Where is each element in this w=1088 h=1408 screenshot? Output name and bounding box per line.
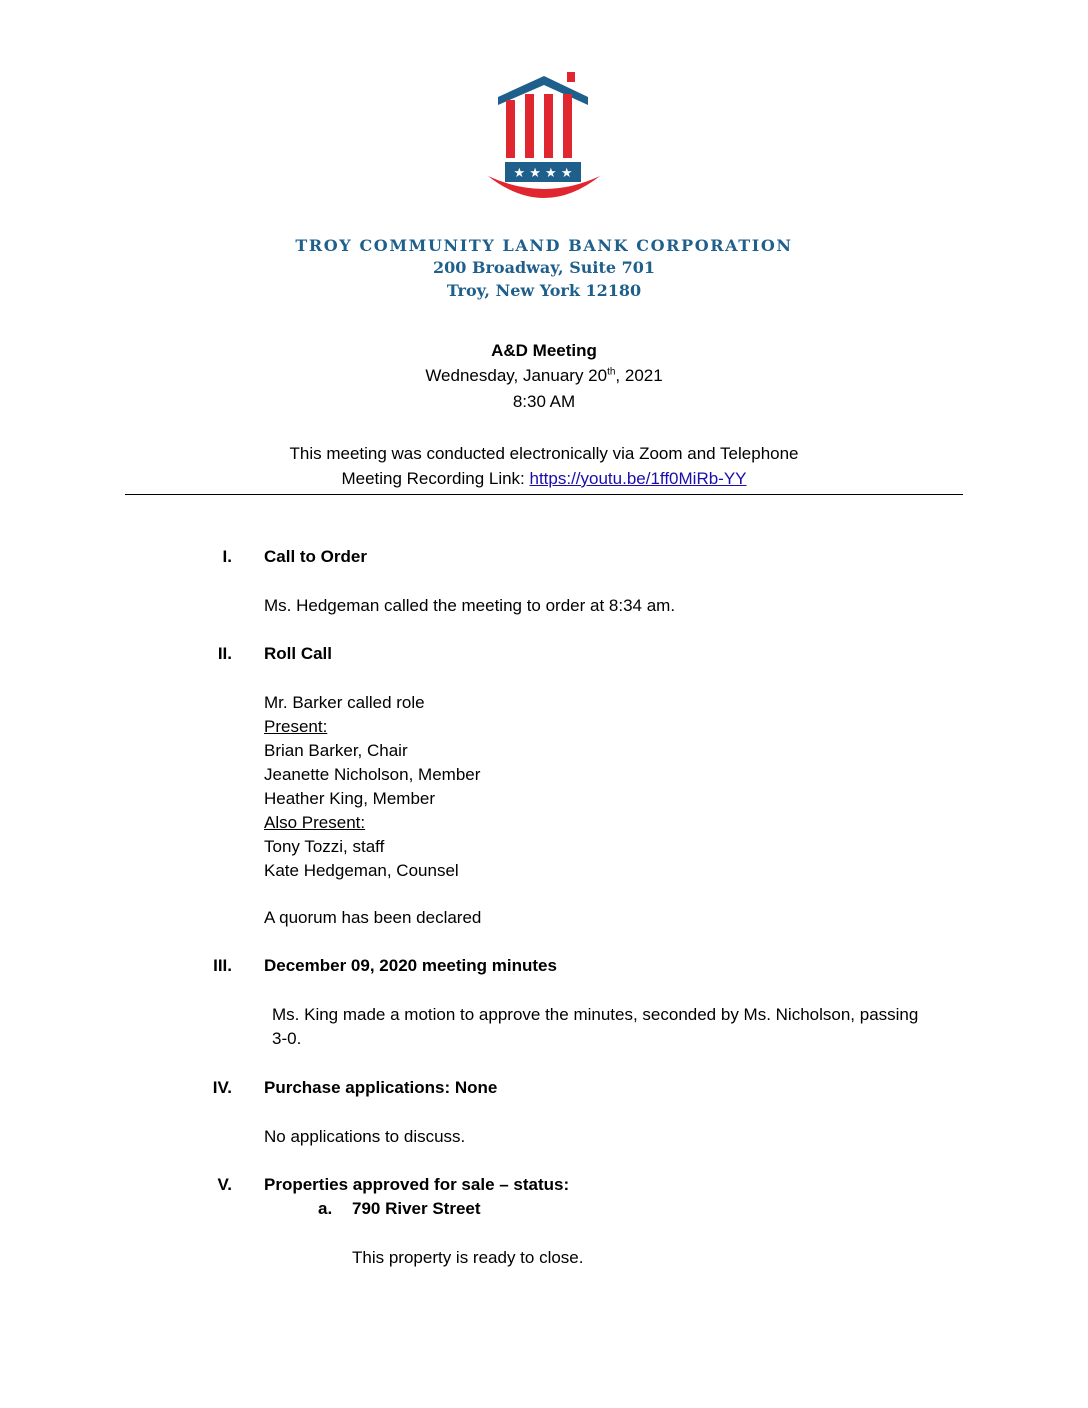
meeting-title: A&D Meeting <box>491 341 597 360</box>
organization-address-line1: 200 Broadway, Suite 701 <box>433 258 655 277</box>
section-5-number: V. <box>217 1175 232 1194</box>
section-1-title: Call to Order <box>264 547 367 566</box>
section-5-title: Properties approved for sale – status: <box>264 1175 570 1194</box>
attendee: Kate Hedgeman, Counsel <box>264 861 459 880</box>
attendee: Heather King, Member <box>264 789 436 808</box>
meeting-date: Wednesday, January 20th, 2021 <box>425 366 663 385</box>
section-4-title: Purchase applications: None <box>264 1078 498 1097</box>
section-2-number: II. <box>217 644 232 663</box>
roll-call-intro: Mr. Barker called role <box>264 693 425 712</box>
svg-text:★ ★ ★ ★: ★ ★ ★ ★ <box>513 166 573 181</box>
meeting-note: This meeting was conducted electronically via Zoom and Telephone <box>289 444 799 463</box>
recording-link[interactable]: https://youtu.be/1ff0MiRb-YY <box>529 469 747 488</box>
subsection-a-title: 790 River Street <box>352 1199 481 1218</box>
section-3-title: December 09, 2020 meeting minutes <box>264 956 557 975</box>
land-bank-logo <box>484 70 604 210</box>
recording-link-label: Meeting Recording Link: <box>341 469 530 488</box>
section-3-number: III. <box>213 956 232 975</box>
section-1-body: Ms. Hedgeman called the meeting to order at 8:34 am. <box>264 596 676 615</box>
organization-name: TROY COMMUNITY LAND BANK CORPORATION <box>295 236 793 255</box>
recording-link-line <box>0 469 1088 489</box>
header-divider <box>125 494 963 495</box>
attendee: Jeanette Nicholson, Member <box>264 765 481 784</box>
attendee: Brian Barker, Chair <box>264 741 408 760</box>
meeting-time: 8:30 AM <box>512 392 576 411</box>
section-4-number: IV. <box>212 1078 232 1097</box>
quorum-statement: A quorum has been declared <box>264 908 482 927</box>
section-4-body: No applications to discuss. <box>264 1127 466 1146</box>
roll-call-block <box>264 691 480 883</box>
present-label: Present: <box>264 717 328 736</box>
subsection-a-body: This property is ready to close. <box>352 1248 584 1267</box>
organization-address-line2: Troy, New York 12180 <box>446 281 642 300</box>
subsection-a-letter: a. <box>318 1199 333 1218</box>
section-3-body: Ms. King made a motion to approve the minutes, seconded by Ms. Nicholson, passing 3-0. <box>272 1005 919 1048</box>
also-present-label: Also Present: <box>264 813 366 832</box>
attendee: Tony Tozzi, staff <box>264 837 385 856</box>
section-1-number: I. <box>222 547 232 566</box>
section-2-title: Roll Call <box>264 644 333 663</box>
